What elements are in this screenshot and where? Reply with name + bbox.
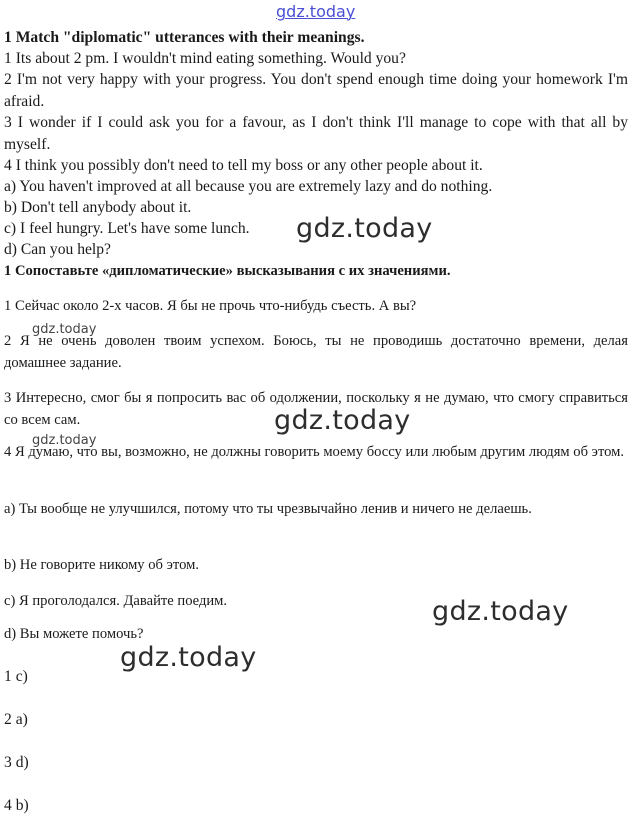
- answer-2: 2 a): [4, 711, 28, 728]
- russian-meaning-a: a) Ты вообще не улучшился, потому что ты чрезвычайно ленив и ничего не делаешь.: [4, 501, 532, 517]
- english-utterance-1: 1 Its about 2 pm. I wouldn't mind eating something. Would you?: [4, 50, 406, 67]
- english-meaning-b: b) Don't tell anybody about it.: [4, 199, 192, 216]
- english-heading: 1 Match "diplomatic" utterances with their meanings.: [4, 29, 365, 46]
- english-utterance-4: 4 I think you possibly don't need to tell my boss or any other people about it.: [4, 157, 483, 174]
- watermark-small-1: gdz.today: [32, 322, 97, 337]
- answer-1: 1 c): [4, 668, 28, 685]
- watermark-2: gdz.today: [274, 405, 411, 436]
- russian-utterance-4: 4 Я думаю, что вы, возможно, не должны говорить моему боссу или любым другим людям об этом.: [4, 444, 625, 460]
- english-utterance-2: 2 I'm not very happy with your progress. You don't spend enough time doing your homework I'm afraid.: [4, 71, 628, 110]
- russian-utterance-3: 3 Интересно, смог бы я попросить вас об одолжении, поскольку я не думаю, что смогу справиться со всем сам.: [4, 390, 628, 428]
- english-utterance-3: 3 I wonder if I could ask you for a favour, as I don't think I'll manage to cope with that all by myself.: [4, 114, 628, 153]
- watermark-top: gdz.today: [276, 2, 356, 21]
- russian-heading: 1 Сопоставьте «дипломатические» высказывания с их значениями.: [4, 263, 451, 279]
- english-meaning-d: d) Can you help?: [4, 241, 111, 258]
- english-meaning-c: c) I feel hungry. Let's have some lunch.: [4, 220, 250, 237]
- russian-meaning-c: c) Я проголодался. Давайте поедим.: [4, 593, 228, 609]
- watermark-1: gdz.today: [296, 213, 433, 244]
- answer-3: 3 d): [4, 754, 29, 771]
- russian-utterance-1: 1 Сейчас около 2-х часов. Я бы не прочь что-нибудь съесть. А вы?: [4, 298, 417, 314]
- answer-4: 4 b): [4, 797, 29, 814]
- watermark-small-2: gdz.today: [32, 433, 97, 448]
- english-meaning-a: a) You haven't improved at all because you are extremely lazy and do nothing.: [4, 178, 493, 195]
- watermark-3: gdz.today: [432, 596, 569, 627]
- watermark-4: gdz.today: [120, 642, 257, 673]
- russian-meaning-d: d) Вы можете помочь?: [4, 626, 144, 642]
- russian-meaning-b: b) Не говорите никому об этом.: [4, 557, 199, 573]
- russian-utterance-2: 2 Я не очень доволен твоим успехом. Боюсь, ты не проводишь достаточно времени, делая домашнее задание.: [4, 333, 628, 371]
